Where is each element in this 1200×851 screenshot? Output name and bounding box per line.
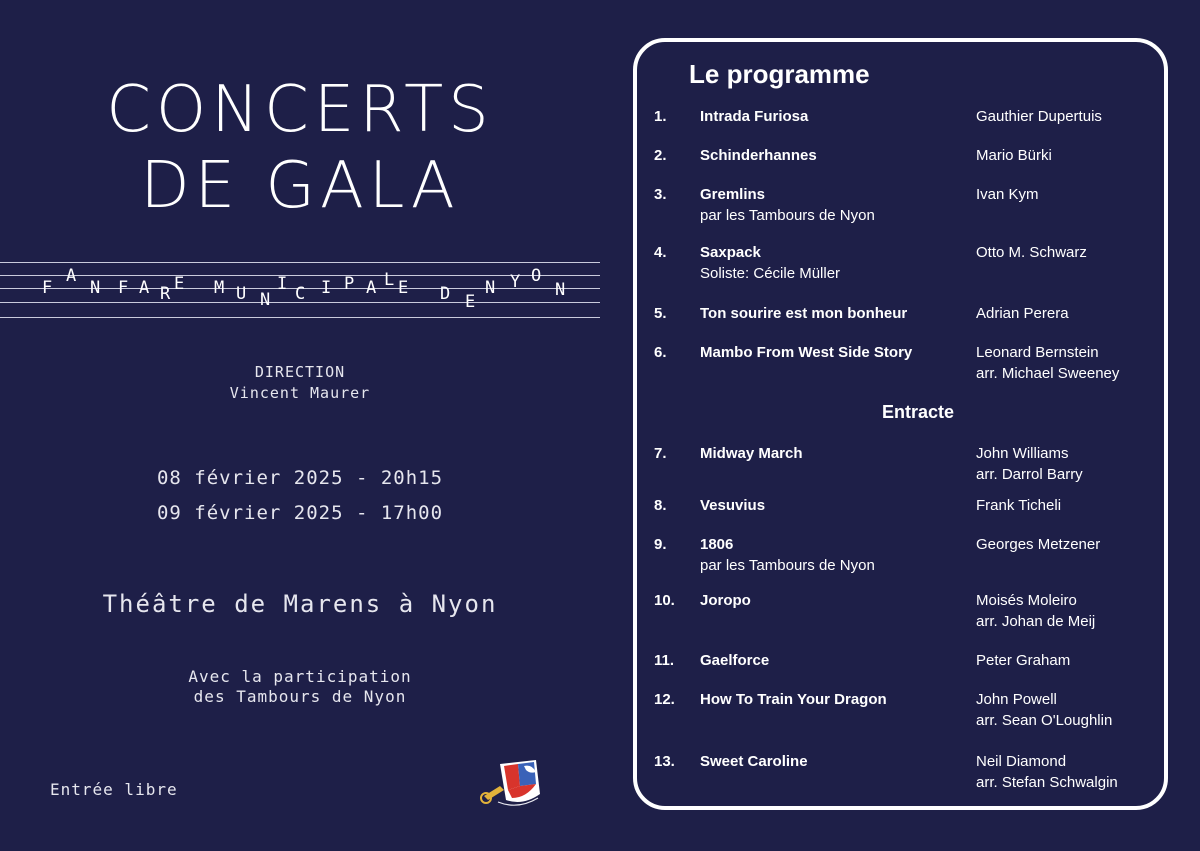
piece-credits (976, 303, 1166, 324)
band-name-letter: E (398, 278, 409, 298)
direction-label: DIRECTION (254, 363, 346, 381)
staff-line (0, 317, 600, 318)
arranger: arr. Sean O'Loughlin (976, 712, 1113, 729)
programme-title: Le programme (689, 59, 870, 89)
piece (700, 443, 970, 464)
composer: Frank Ticheli (976, 497, 1062, 514)
title-line-1: CONCERTS (106, 73, 494, 147)
band-name-letter: M (214, 278, 225, 298)
composer: Leonard Bernstein (976, 344, 1099, 361)
piece-credits (976, 242, 1166, 263)
entry-free: Entrée libre (50, 780, 178, 799)
piece-title: Saxpack (700, 244, 761, 261)
band-name-letter: Y (510, 272, 521, 292)
piece-credits (976, 590, 1166, 632)
composer: Otto M. Schwarz (976, 244, 1087, 261)
piece-title: Midway March (700, 445, 803, 462)
band-name-letter: A (139, 278, 150, 298)
composer: Georges Metzener (976, 536, 1101, 553)
item-number: 4. (654, 244, 667, 261)
piece-title: Joropo (700, 592, 751, 609)
band-name-letter: E (174, 274, 185, 294)
band-name-letter: A (66, 266, 77, 286)
composer: Peter Graham (976, 652, 1071, 669)
piece-credits (976, 443, 1166, 485)
band-name-letter: N (555, 280, 566, 300)
band-name-letter: A (366, 278, 377, 298)
arranger: arr. Darrol Barry (976, 466, 1083, 483)
concert-date-2: 09 février 2025 - 17h00 (156, 502, 444, 524)
item-number: 3. (654, 186, 667, 203)
piece (700, 534, 970, 576)
band-name-letter: P (344, 274, 355, 294)
arranger: arr. Stefan Schwalgin (976, 774, 1118, 791)
venue: Théâtre de Marens à Nyon (102, 590, 498, 618)
piece-credits (976, 184, 1166, 205)
item-number: 11. (654, 652, 675, 669)
piece-credits (976, 534, 1166, 555)
piece-credits (976, 689, 1166, 731)
participation-line-1: Avec la participation (188, 667, 412, 686)
piece-credits (976, 106, 1166, 127)
piece-credits (976, 751, 1166, 793)
piece (700, 689, 970, 710)
piece-credits (976, 145, 1166, 166)
band-name-letter: N (260, 290, 271, 310)
composer: Moisés Moleiro (976, 592, 1077, 609)
concert-date-1: 08 février 2025 - 20h15 (156, 467, 444, 489)
piece (700, 106, 970, 127)
piece (700, 495, 970, 516)
piece-title: Intrada Furiosa (700, 108, 809, 125)
piece (700, 242, 970, 284)
piece (700, 303, 970, 324)
piece-title: Gremlins (700, 186, 766, 203)
composer: Mario Bürki (976, 147, 1052, 164)
intermission-label: Entracte (881, 402, 955, 422)
item-number: 10. (654, 592, 675, 609)
arranger: arr. Michael Sweeney (976, 365, 1120, 382)
piece-credits (976, 650, 1166, 671)
item-number: 5. (654, 305, 667, 322)
piece-credits (976, 495, 1166, 516)
item-number: 1. (654, 108, 667, 125)
title-line-2: DE GALA (140, 149, 460, 223)
item-number: 8. (654, 497, 667, 514)
band-name-letter: E (465, 292, 476, 312)
piece (700, 342, 970, 363)
composer: Gauthier Dupertuis (976, 108, 1102, 125)
piece (700, 751, 970, 772)
item-number: 7. (654, 445, 667, 462)
piece-title: Sweet Caroline (700, 753, 808, 770)
composer: Adrian Perera (976, 305, 1069, 322)
piece-credits (976, 342, 1166, 384)
composer: John Williams (976, 445, 1069, 462)
band-name-letter: N (90, 278, 101, 298)
piece (700, 590, 970, 611)
item-number: 9. (654, 536, 667, 553)
piece-subtitle: Soliste: Cécile Müller (700, 265, 841, 282)
band-name-letter: D (440, 284, 451, 304)
item-number: 2. (654, 147, 667, 164)
item-number: 6. (654, 344, 667, 361)
band-name-letter: C (295, 284, 306, 304)
piece-title: Schinderhannes (700, 147, 817, 164)
piece (700, 184, 970, 226)
band-name-letter: L (384, 270, 395, 290)
participation-line-2: des Tambours de Nyon (193, 687, 407, 706)
piece-subtitle: par les Tambours de Nyon (700, 207, 875, 224)
band-name-letter: I (277, 274, 288, 294)
band-name-letter: I (321, 278, 332, 298)
piece (700, 650, 970, 671)
piece-subtitle: par les Tambours de Nyon (700, 557, 875, 574)
item-number: 12. (654, 691, 675, 708)
composer: Ivan Kym (976, 186, 1039, 203)
item-number: 13. (654, 753, 675, 770)
composer: Neil Diamond (976, 753, 1067, 770)
piece-title: How To Train Your Dragon (700, 691, 887, 708)
band-name-letter: U (236, 284, 247, 304)
fanfare-logo (478, 756, 552, 812)
piece-title: Ton sourire est mon bonheur (700, 305, 908, 322)
staff-line (0, 262, 600, 263)
arranger: arr. Johan de Meij (976, 613, 1096, 630)
piece-title: 1806 (700, 536, 734, 553)
band-name-staff (0, 262, 600, 322)
band-name-letter: F (42, 278, 53, 298)
band-name-letter: O (531, 266, 542, 286)
piece (700, 145, 970, 166)
director-name: Vincent Maurer (229, 384, 371, 402)
composer: John Powell (976, 691, 1057, 708)
band-name-letter: N (485, 278, 496, 298)
piece-title: Vesuvius (700, 497, 766, 514)
piece-title: Gaelforce (700, 652, 770, 669)
band-name-letter: R (160, 284, 171, 304)
band-name-letter: F (118, 278, 129, 298)
piece-title: Mambo From West Side Story (700, 344, 913, 361)
